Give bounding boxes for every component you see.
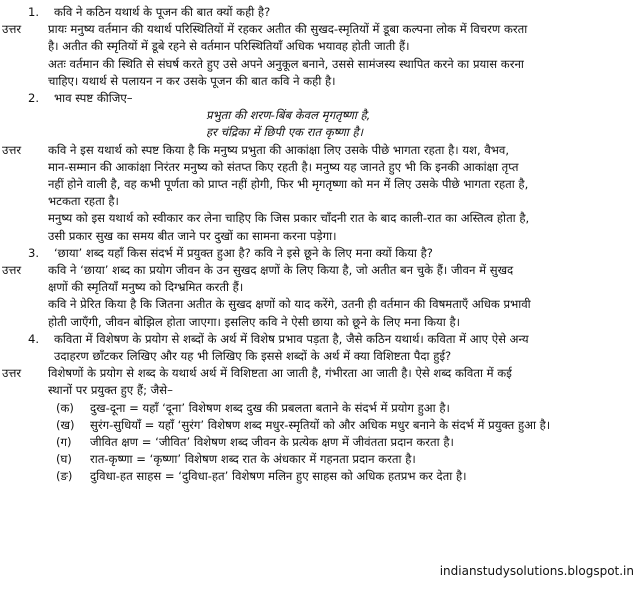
question-number: 1. [28, 5, 40, 19]
answer-line: कवि ने ‘छाया’ शब्द का प्रयोग जीवन के उन सुखद क्षणों के लिए किया है, जो अतीत बन चुके हैं। जीवन में सुखद [48, 263, 514, 278]
answer-line: विशेषणों के प्रयोग से शब्द के यथार्थ अर्थ में विशिष्टता आ जाती है, गंभीरता आ जाती है। ऐसे शब्द कविता में कई [48, 366, 512, 381]
answer-line: नहीं होने वाली है, वह कभी पूर्णता को प्राप्त नहीं होगी, फिर भी मृगतृष्णा को मन में लिए उसके पीछे भागता रहता है, [48, 177, 529, 192]
list-marker: (क) [56, 400, 74, 415]
question-4 [0, 331, 640, 365]
answer-1 [0, 21, 640, 90]
answer-line: स्थानों पर प्रयुक्त हुए हैं; जैसे– [48, 383, 173, 398]
question-number: 3. [28, 245, 40, 260]
question-text: भाव स्पष्ट कीजिए– [54, 91, 133, 106]
document-page [0, 4, 640, 486]
answer-line: कवि ने प्रेरित किया है कि जितना अतीत के सुखद क्षणों को याद करेंगे, उतनी ही वर्तमान की विषमताएँ अधिक प्रभावी [48, 297, 531, 312]
list-marker: (घ) [56, 452, 72, 467]
answer-line: उसी प्रकार सुख का समय बीत जाने पर दुखों का सामना करना पड़ेगा। [48, 228, 337, 243]
answer-line: चाहिए। यथार्थ से पलायन न कर उसके पूजन की बात कवि ने कही है। [48, 73, 336, 88]
question-1 [0, 4, 640, 21]
list-item [48, 451, 634, 468]
answer-label: उत्तर [2, 263, 22, 278]
list-marker: (ग) [56, 435, 72, 450]
answer-line: भटकता रहता है। [48, 194, 119, 209]
answer-line: प्रायः मनुष्य वर्तमान की यथार्थ परिस्थितियों में रहकर अतीत की सुखद-स्मृतियों में डूबा कल्पना लोक में विचरण करता [48, 22, 528, 37]
question-text: कविता में विशेषण के प्रयोग से शब्दों के अर्थ में विशेष प्रभाव पड़ता है, जैसे कठिन यथार्थ। कविता में आए ऐसे अन्य [54, 331, 529, 346]
question-text: कवि ने कठिन यथार्थ के पूजन की बात क्यों कही है? [54, 5, 271, 19]
answer-label: उत्तर [2, 22, 22, 37]
list-marker: (ख) [56, 417, 75, 432]
question-text: उदाहरण छाँटकर लिखिए और यह भी लिखिए कि इससे शब्दों के अर्थ में क्या विशिष्टता पैदा हुई? [54, 349, 452, 364]
list-marker: (ङ) [56, 469, 73, 484]
list-item [48, 417, 634, 434]
poem-line: हर चंद्रिका में छिपी एक रात कृष्णा है। [206, 125, 364, 140]
answer-line: अतः वर्तमान की स्थिति से संघर्ष करते हुए उसे अपने अनुकूल बनाने, उससे सामंजस्य स्थापित करने का प्रयास करना [48, 56, 524, 71]
answer-label: उत्तर [2, 366, 22, 381]
watermark-url: indianstudysolutions.blogspot.in [439, 563, 634, 578]
answer-line: मान-सम्मान की आकांक्षा निरंतर मनुष्य को संतप्त किए रहती है। मनुष्य यह जानते हुए भी कि इनकी आकांक्षा तृप्त [48, 159, 519, 174]
list-text: रात-कृष्णा = ‘कृष्णा’ विशेषण शब्द रात के अंधकार में गहनता प्रदान करता है। [90, 452, 416, 467]
question-text: ‘छाया’ शब्द यहाँ किस संदर्भ में प्रयुक्त हुआ है? कवि ने इसे छूने के लिए मना क्यों किया है? [54, 245, 433, 260]
question-number: 4. [28, 331, 40, 346]
answer-line: होती जाएँगी, जीवन बोझिल होता जाएगा। इसलिए कवि ने ऐसी छाया को छूने के लिए मना किया है। [48, 314, 461, 329]
answer-4 [0, 365, 640, 485]
answer-line: है। अतीत की स्मृतियों में डूबे रहने से वर्तमान परिस्थितियाँ अधिक भयावह होती जाती हैं। [48, 39, 410, 54]
answer-line: कवि ने इस यथार्थ को स्पष्ट किया है कि मनुष्य प्रभुता की आकांक्षा लिए उसके पीछे भागता रहता है। यश, वैभव, [48, 142, 510, 157]
list-text: दुविधा-हत साहस = ‘दुविधा-हत’ विशेषण मलिन हुए साहस को अधिक हतप्रभ कर देता है। [90, 469, 467, 484]
list-text: सुरंग-सुधियाँ = यहाँ ‘सुरंग’ विशेषण शब्द मधुर-स्मृतियों को और अधिक मधुर बनाने के संदर्भ में प्रयुक्त हुआ है। [90, 417, 551, 432]
answer-line: क्षणों की स्मृतियाँ मनुष्य को दिग्भ्रमित करती हैं। [48, 280, 244, 295]
question-2 [0, 90, 640, 107]
answer-2 [0, 142, 640, 245]
list-item [48, 468, 634, 485]
answer-3 [0, 262, 640, 331]
question-number: 2. [28, 91, 40, 106]
list-text: दुख-दूना = यहाँ ‘दूना’ विशेषण शब्द दुख की प्रबलता बताने के संदर्भ में प्रयोग हुआ है। [90, 400, 450, 415]
list-item [48, 400, 634, 417]
answer-label: उत्तर [2, 142, 22, 157]
answer-line: मनुष्य को इस यथार्थ को स्वीकार कर लेना चाहिए कि जिस प्रकार चाँदनी रात के बाद काली-रात का अस्तित्व होता है, [48, 211, 530, 226]
list-item [48, 434, 634, 451]
poem-line: प्रभुता की शरण-बिंब केवल मृगतृष्णा है, [206, 108, 371, 123]
list-text: जीवित क्षण = ‘जीवित’ विशेषण शब्द जीवन के प्रत्येक क्षण में जीवंतता प्रदान करता है। [90, 435, 454, 450]
question-3 [0, 245, 640, 262]
